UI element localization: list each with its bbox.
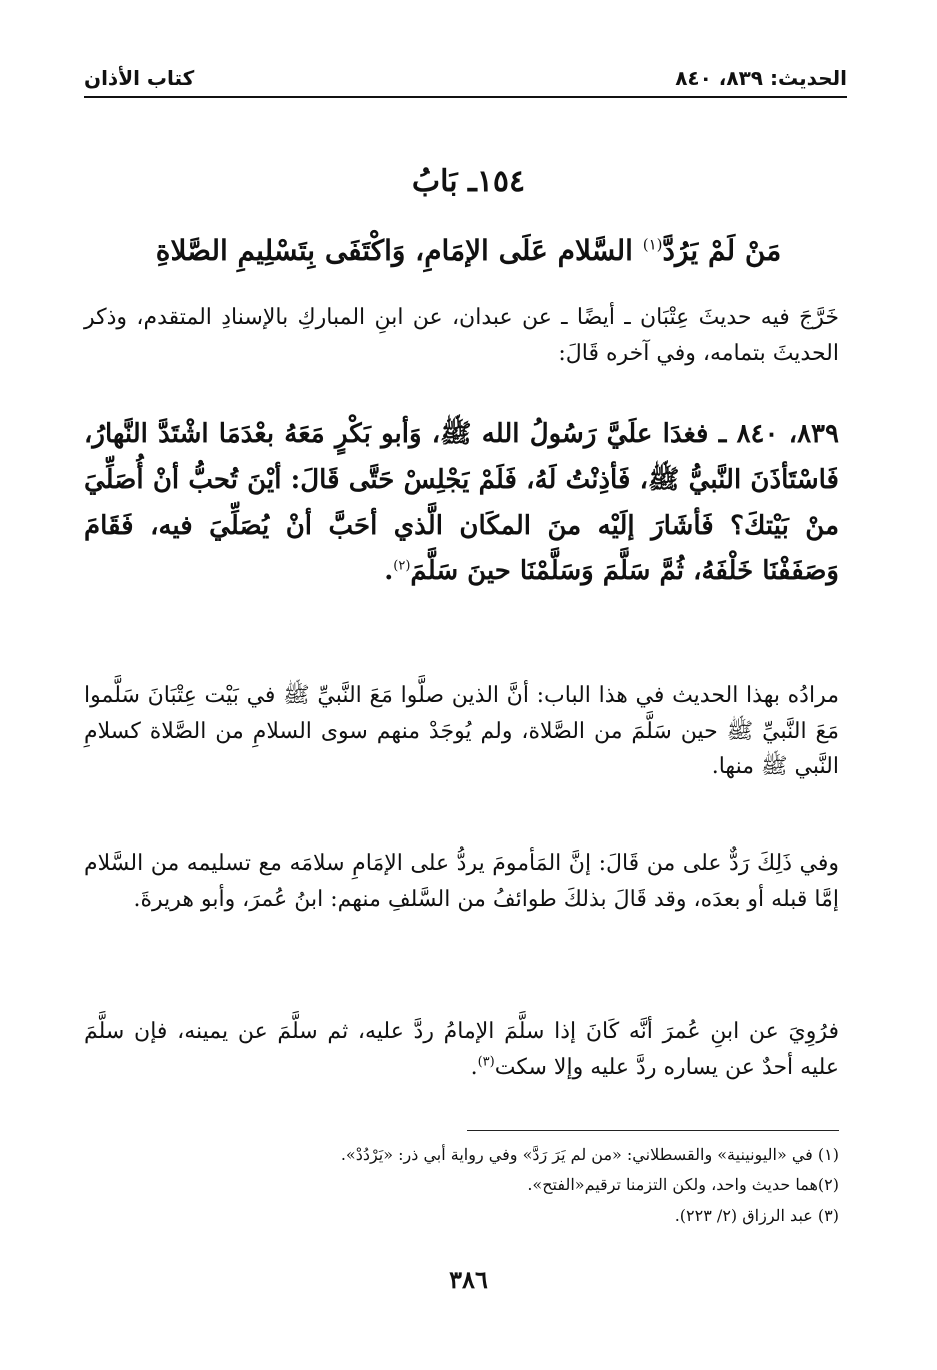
paragraph-3-end-mark: .	[470, 1054, 478, 1080]
running-header	[84, 56, 847, 98]
footnote-divider	[467, 1130, 839, 1131]
paragraph-3-footnote-ref: (٣)	[477, 1054, 495, 1070]
footnote-2: (٢)هما حديث واحد، ولكن التزمنا ترقيم«الفتح».	[527, 1175, 839, 1195]
chapter-footnote-ref: (١)	[642, 235, 663, 254]
commentary-paragraph-3	[84, 1014, 839, 1085]
page-number: ٣٨٦	[449, 1265, 488, 1294]
hadith-range-label: الحديث: ٨٣٩، ٨٤٠	[675, 66, 847, 90]
commentary-paragraph-1: مرادُه بهذا الحديث في هذا الباب: أنَّ الذين صلَّوا مَعَ النَّبيِّ ﷺ في بَيْت عِتْبَانَ سَلَّموا مَعَ النَّبيِّ ﷺ حين سَلَّمَ من الصَّلاة، ولم يُوجَدْ منهم سوى السلامِ من الصَّلاة كسلامِ النَّبي ﷺ منها.	[84, 683, 839, 780]
chapter-number: ١٥٤ـ بَابُ	[411, 164, 526, 199]
footnote-3: (٣) عبد الرزاق (٢/ ٢٢٣).	[674, 1205, 839, 1225]
book-title: كتاب الأذان	[84, 66, 195, 90]
hadith-end-mark: .	[384, 556, 394, 587]
hadith-body: ٨٣٩، ٨٤٠ ـ فغدَا علَيَّ رَسُولُ الله ﷺ، وَأبو بَكْرٍ مَعَهُ بعْدَمَا اشْتَدَّ النَّهارُ، فَاسْتَأذَنَ النَّبيُّ ﷺ، فَأذِنْتُ لَهُ، فَلَمْ يَجْلِسْ حَتَّى قَالَ: أيْنَ تُحبُّ أنْ أُصَلِّيَ منْ بَيْتكَ؟ فَأشَارَ إلَيْه منَ المكَان الَّذي أحَبَّ أنْ يُصَلِّيَ فيه، فَقَامَ وَصَفَفْنَا خَلْفَهُ، ثُمَّ سَلَّمَ وَسَلَّمْنَا حينَ سَلَّمَ	[84, 419, 839, 587]
paragraph-3-body: فرُوِيَ عن ابنِ عُمرَ أنَّه كَانَ إذا سلَّمَ الإمامُ ردَّ عليه، ثم سلَّمَ عن يمينه، فإن سلَّمَ عليه أحدٌ عن يساره ردَّ عليه وإلا سكت	[84, 1019, 839, 1080]
chapter-title	[80, 234, 857, 267]
chapter-title-start: مَنْ لَمْ يَرُدَّ	[662, 234, 782, 267]
intro-paragraph: خَرَّجَ فيه حديثَ عِتْبَان ـ أيضًا ـ عن عبدان، عن ابنِ المباركِ بالإسنادِ المتقدم، وذكر الحديثَ بتمامه، وفي آخره قَالَ:	[84, 305, 839, 366]
hadith-text	[84, 412, 839, 595]
commentary-paragraph-2: وفي ذَلِكَ رَدٌّ على من قَالَ: إنَّ المَأمومَ يردُّ على الإمَامِ سلامَه مع تسليمه من السَّلام إمَّا قبله أو بعدَه، وقد قَالَ بذلكَ طوائفُ من السَّلفِ منهم: ابنُ عُمرَ، وأبو هريرةَ.	[84, 851, 839, 912]
chapter-title-rest: السَّلام عَلَى الإمَامِ، وَاكْتَفَى بِتَسْلِيمِ الصَّلاةِ	[155, 234, 643, 267]
footnotes	[84, 1140, 839, 1231]
footnote-1: (١) في «اليونينية» والقسطلاني: «من لم يَرَ رَدَّ» وفي رواية أبي ذر: «يَرْدُدْ».	[340, 1145, 839, 1164]
hadith-footnote-ref: (٢)	[393, 558, 411, 574]
